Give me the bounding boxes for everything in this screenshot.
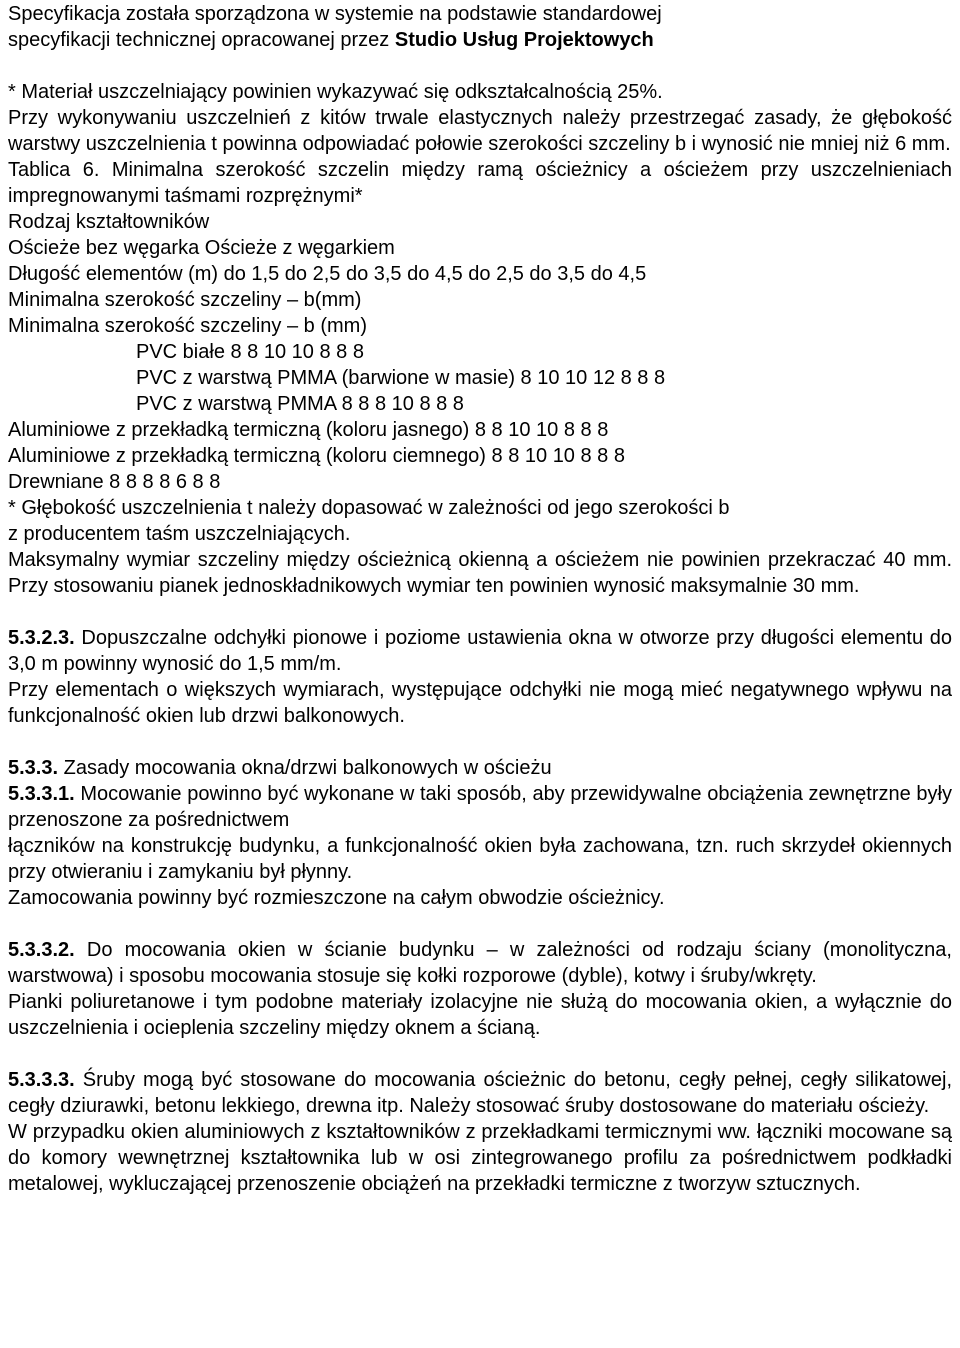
kity-paragraph: Przy wykonywaniu uszczelnień z kitów trwale elastycznych należy przestrzegać zasady, że głębokość warstwy uszczelnienia t powinna odpowiadać połowie szerokości szczeliny b i wynosić nie mniej niż 6 mm. [8, 107, 952, 155]
section-number: 5.3.3. [8, 757, 59, 779]
section-number: 5.3.3.2. [8, 939, 75, 961]
spacer [8, 729, 952, 755]
spacer [8, 1041, 952, 1067]
section-text: Śruby mogą być stosowane do mocowania ościeżnic do betonu, cegły pełnej, cegły silikatowej, cegły dziurawki, betonu lekkiego, drewna itp. Należy stosować śruby dostosowane do materiału ościeży. [8, 1069, 952, 1117]
table-line: Aluminiowe z przekładką termiczną (koloru jasnego) 8 8 10 10 8 8 8 [8, 419, 609, 441]
table-footnote: z producentem taśm uszczelniających. [8, 523, 351, 545]
section-number: 5.3.3.1. [8, 783, 75, 805]
maks-paragraph: Maksymalny wymiar szczeliny między ościeżnicą okienną a ościeżem nie powinien przekraczać 40 mm. Przy stosowaniu pianek jednoskładnikowych wymiar ten powinien wynosić maksymalnie 30 mm. [8, 549, 952, 597]
table-line: Ościeże bez węgarka Ościeże z węgarkiem [8, 237, 395, 259]
intro-line-2-text: specyfikacji technicznej opracowanej przez [8, 29, 395, 51]
tablica-caption: Tablica 6. Minimalna szerokość szczelin między ramą ościeżnicy a ościeżem przy uszczelnieniach impregnowanymi taśmami rozprężnymi* [8, 159, 952, 207]
section-text: Mocowanie powinno być wykonane w taki sposób, aby przewidywalne obciążenia zewnętrzne były przenoszone za pośrednictwem [8, 783, 952, 831]
table-footnote: * Głębokość uszczelnienia t należy dopasować w zależności od jego szerokości b [8, 497, 730, 519]
table-line: Rodzaj kształtowników [8, 211, 210, 233]
table-line: Minimalna szerokość szczeliny – b(mm) [8, 289, 362, 311]
pianki-paragraph: Pianki poliuretanowe i tym podobne materiały izolacyjne nie służą do mocowania okien, a wyłącznie do uszczelnienia i ocieplenia szczeliny między oknem a ścianą. [8, 991, 952, 1039]
table-line: PVC z warstwą PMMA 8 8 8 10 8 8 8 [136, 393, 464, 415]
zamocowania-paragraph: Zamocowania powinny być rozmieszczone na całym obwodzie ościeżnicy. [8, 887, 665, 909]
spacer [8, 53, 952, 79]
studio-name: Studio Usług Projektowych [394, 29, 654, 51]
section-5-3-3-1 [8, 781, 952, 833]
section-text: Do mocowania okien w ścianie budynku – w zależności od rodzaju ściany (monolityczna, warstwowa) i sposobu mocowania stosuje się kołki rozporowe (dyble), kotwy i śruby/wkręty. [8, 939, 952, 987]
table-line: Minimalna szerokość szczeliny – b (mm) [8, 315, 367, 337]
material-note: * Materiał uszczelniający powinien wykazywać się odkształcalnością 25%. [8, 81, 663, 103]
table-line: PVC z warstwą PMMA (barwione w masie) 8 10 10 12 8 8 8 [136, 367, 666, 389]
table-line: Drewniane 8 8 8 8 6 8 8 [8, 471, 221, 493]
table-line: PVC białe 8 8 10 10 8 8 8 [136, 341, 364, 363]
intro-line-1: Specyfikacja została sporządzona w systemie na podstawie standardowej [8, 3, 662, 25]
alu-paragraph: W przypadku okien aluminiowych z kształtowników z przekładkami termicznymi ww. łączniki mocowane są do komory wewnętrznej kształtownika lub w osi zintegrowanego profilu za pośrednictwem podkładki metalowej, wykluczającej przenoszenie obciążeń na przekładki termiczne z tworzyw sztucznych. [8, 1121, 952, 1195]
wieksze-paragraph: Przy elementach o większych wymiarach, występujące odchyłki nie mogą mieć negatywnego wpływu na funkcjonalność okien lub drzwi balkonowych. [8, 679, 952, 727]
section-5-3-3 [8, 755, 952, 781]
section-number: 5.3.2.3. [8, 627, 75, 649]
intro-line-2 [8, 27, 952, 53]
section-5-3-2-3 [8, 625, 952, 677]
section-5-3-3-3 [8, 1067, 952, 1119]
section-text: Dopuszczalne odchyłki pionowe i poziome ustawienia okna w otworze przy długości elementu do 3,0 m powinny wynosić do 1,5 mm/m. [8, 627, 952, 675]
table-line: Aluminiowe z przekładką termiczną (koloru ciemnego) 8 8 10 10 8 8 8 [8, 445, 625, 467]
section-5-3-3-2 [8, 937, 952, 989]
lacznikow-paragraph: łączników na konstrukcję budynku, a funkcjonalność okien była zachowana, tzn. ruch skrzydeł okiennych przy otwieraniu i zamykaniu był płynny. [8, 835, 952, 883]
spacer [8, 599, 952, 625]
spacer [8, 911, 952, 937]
section-heading: Zasady mocowania okna/drzwi balkonowych w ościeżu [58, 757, 552, 779]
section-number: 5.3.3.3. [8, 1069, 75, 1091]
table-line: Długość elementów (m) do 1,5 do 2,5 do 3,5 do 4,5 do 2,5 do 3,5 do 4,5 [8, 263, 647, 285]
